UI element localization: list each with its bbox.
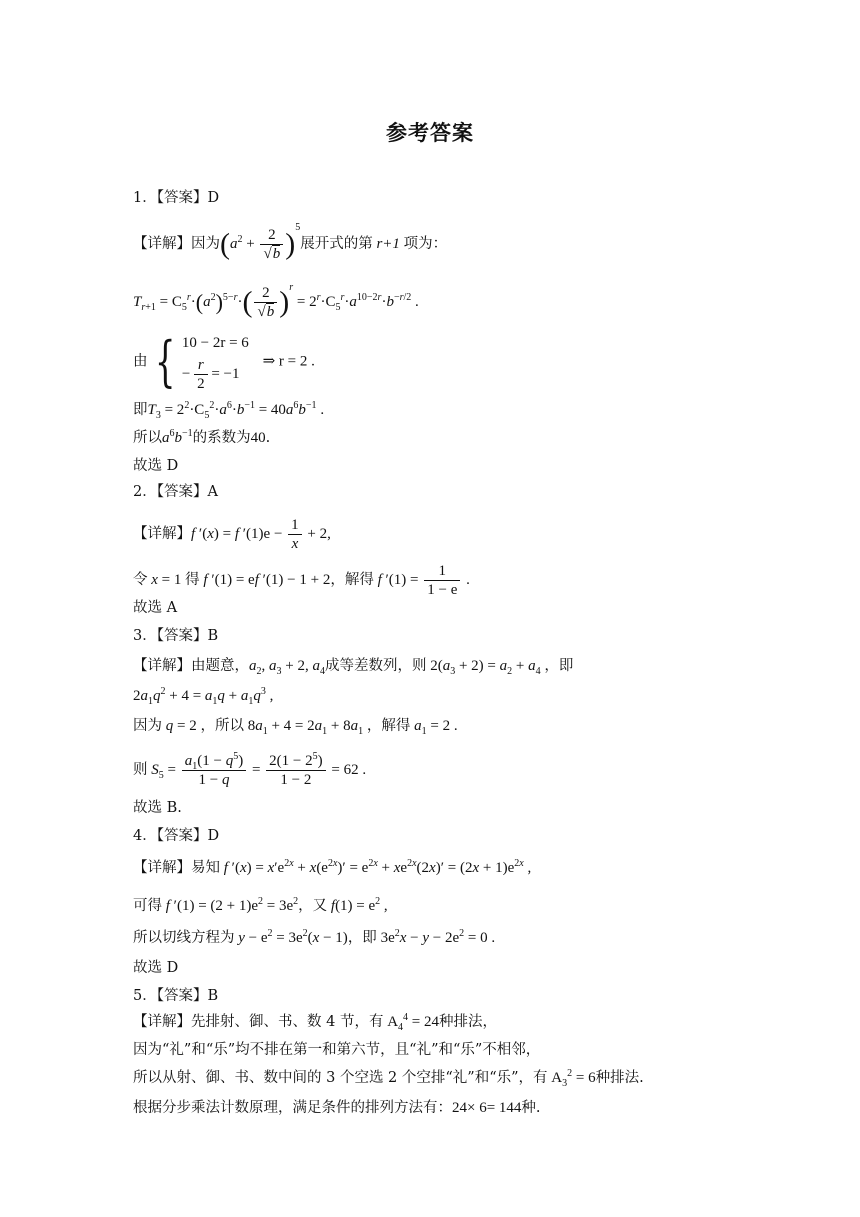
answer-1-t3: 即$T_3 = 2^2\cdot C_5^2\cdot a^6\cdot b^{-1} = 40a^6b^{-1}$ . <box>133 400 325 421</box>
answer-4-derivative: 【详解】易知 f $'(x) = x'e^{2x} + x(e^{2x})' = e^{2x} + xe^{2x}(2x)' = (2x + 1)e^{2x}$ , <box>133 858 532 876</box>
answer-3-solve: 因为 q = 2 ，所以 $8a_1 + 4 = 2a_1 + 8a_1$ ，解得 $a_1 = 2$ . <box>133 718 458 737</box>
answer-3-equation: $2a_1q^2 + 4 = a_1q + a_1q^3$ , <box>133 686 274 707</box>
answer-3-choice: 故选 B. <box>133 800 182 816</box>
answer-4-value: 可得 f $'(1) = (2 + 1)e^2 = 3e^2$，又 $f(1) = e^2$ , <box>133 896 388 914</box>
answer-2-choice: 故选 A <box>133 600 178 616</box>
answer-5-result: 根据分步乘法计数原理，满足条件的排列方法有：24× 6= 144种. <box>133 1100 541 1116</box>
answer-4-header: 4．【答案】D <box>133 828 220 844</box>
answer-1-coefficient: 所以$a^6b^{-1}$的系数为40. <box>133 428 271 446</box>
expression-binomial: ($a^2$ + $\frac{2}{√b}$ )$^5$ <box>220 221 301 262</box>
answer-1-header: 1．【答案】D <box>133 190 220 206</box>
answer-3-sum: 则 $S_5$ = $\frac{a_1(1 - q^5)}{1 - q}$ = $\frac{2(1 - 2^5)}{1 - 2}$ = 62 . <box>133 751 367 788</box>
answer-4-tangent: 所以切线方程为 $y - e^2 = 3e^2(x - 1)$，即 $3e^2x - y - 2e^2 = 0$ . <box>133 928 496 946</box>
answer-5-arrangement: 所以从射、御、书、数中间的 3 个空选 2 个空排“礼”和“乐”，有 $A_3^2 = 6$种排法. <box>133 1068 644 1089</box>
answer-3-header: 3．【答案】B <box>133 628 219 644</box>
answer-1-system: 由 { 10 − 2r = 6 − $\frac{r}{2}$ = −1 ⇒ r = 2 . <box>133 329 315 393</box>
answer-1-choice: 故选 D <box>133 458 179 474</box>
answer-5-detail: 【详解】先排射、御、书、数 4 节，有 $A_4^4 = 24$种排法， <box>133 1012 498 1033</box>
left-brace-icon: { <box>154 329 175 393</box>
page-title: 参考答案 <box>386 121 474 145</box>
answer-4-choice: 故选 D <box>133 960 179 976</box>
answer-5-condition: 因为“礼”和“乐”均不排在第一和第六节，且“礼”和“乐”不相邻， <box>133 1042 541 1058</box>
answer-3-detail: 【详解】由题意，$a_2$, $a_3 + 2$, $a_4$成等差数列，则 $2(a_3 + 2) = a_2 + a_4$ ，即 <box>133 658 574 677</box>
answer-2-derivative: 【详解】f ′(x) = f ′(1)e − $\frac{1}{x}$ + 2, <box>133 517 331 552</box>
detail-label: 【详解】因为 <box>133 235 220 252</box>
answer-2-header: 2．【答案】A <box>133 484 218 500</box>
answer-1-detail: 【详解】因为($a^2$ + $\frac{2}{√b}$ )$^5$展开式的第 r+1 项为： <box>133 221 448 262</box>
answer-1-general-term: $T_{r+1} = C_5^r\cdot(a^2)^{5-r}\cdot$( $\frac{2}{√b}$ )$^r = 2^r\cdot C_5^r\cdot a^{10-2r}\cdot b^{-r/2}$ . <box>133 281 419 320</box>
answer-2-solve: 令 x = 1 得 f ′(1) = ef ′(1) − 1 + 2，解得 f ′(1) = $\frac{1}{1 - e}$ . <box>133 563 470 598</box>
answer-5-header: 5．【答案】B <box>133 988 219 1004</box>
